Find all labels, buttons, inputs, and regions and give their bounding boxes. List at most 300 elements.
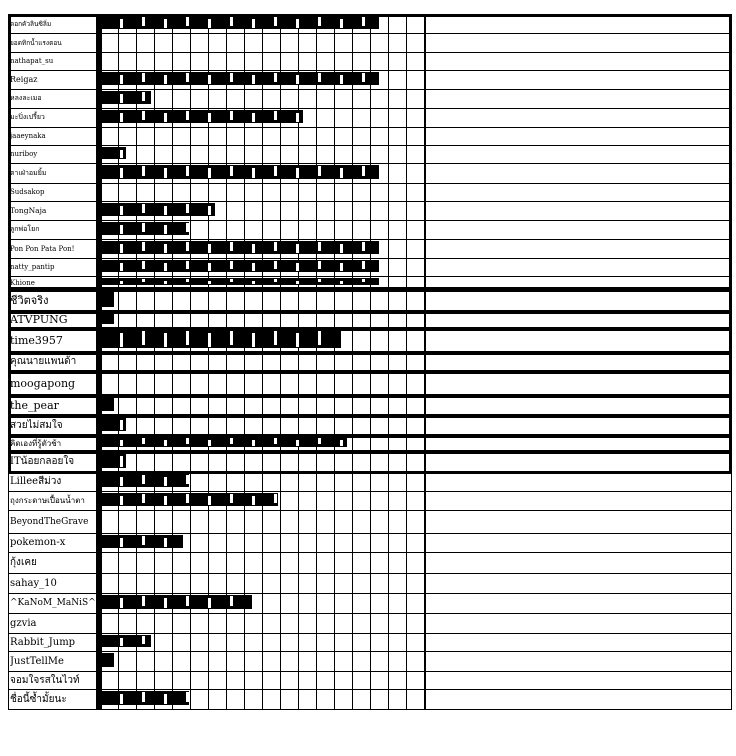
grid-cell xyxy=(245,52,263,70)
grid-cell xyxy=(245,451,263,472)
member-name: ITน้อยกลอยใจ xyxy=(10,456,75,467)
grid-cell xyxy=(209,451,227,472)
grid-cell xyxy=(191,671,209,689)
grid-cell xyxy=(407,127,425,145)
name-cell xyxy=(8,671,97,689)
ink-mark xyxy=(101,691,189,705)
grid-cell xyxy=(353,89,371,108)
grid-cell xyxy=(389,289,407,311)
ink-gap xyxy=(164,113,167,122)
row-divider xyxy=(8,14,732,15)
ink-gap xyxy=(274,279,277,282)
ink-gap xyxy=(340,244,343,253)
ink-gap xyxy=(208,75,211,84)
grid-cell xyxy=(155,451,173,472)
grid-cell xyxy=(353,145,371,163)
grid-cell xyxy=(353,352,371,371)
grid-cell xyxy=(137,127,155,145)
grid-cell xyxy=(227,415,245,435)
grid-cell xyxy=(263,472,281,491)
grid-cell xyxy=(335,633,353,651)
ink-gap xyxy=(142,279,145,282)
table-row xyxy=(8,52,732,70)
grid-cell xyxy=(335,573,353,593)
ink-gap xyxy=(186,475,189,484)
grid-cell xyxy=(407,70,425,89)
grid-cell xyxy=(119,573,137,593)
ink-gap xyxy=(120,281,123,284)
grid-cell xyxy=(281,395,299,415)
grid-cell xyxy=(263,593,281,613)
grid-cell xyxy=(191,651,209,671)
grid-cell xyxy=(407,239,425,258)
grid-cell xyxy=(137,352,155,371)
table-row xyxy=(8,220,732,239)
ink-gap xyxy=(142,111,145,120)
row-divider xyxy=(8,671,732,672)
member-name: ถุงกระดาษเปื้อนน้ำตา xyxy=(10,496,85,505)
grid-cell xyxy=(245,395,263,415)
name-cell xyxy=(8,593,97,613)
grid-cell xyxy=(371,415,389,435)
grid-cell xyxy=(299,472,317,491)
grid-cell xyxy=(389,145,407,163)
grid-cell xyxy=(245,613,263,633)
grid-cell xyxy=(389,451,407,472)
grid-cell xyxy=(371,451,389,472)
grid-cell xyxy=(371,108,389,127)
ink-gap xyxy=(120,150,123,158)
grid-cell xyxy=(371,510,389,533)
grid-cell xyxy=(137,651,155,671)
grid-cell xyxy=(407,435,425,451)
grid-cell xyxy=(335,491,353,510)
member-name: มะปิ่งเปรี้ยว xyxy=(10,113,45,121)
grid-cell xyxy=(281,33,299,52)
grid-cell xyxy=(389,311,407,328)
grid-cell xyxy=(407,89,425,108)
grid-cell xyxy=(173,311,191,328)
ink-gap xyxy=(230,73,233,82)
grid-cell xyxy=(263,613,281,633)
grid-cell xyxy=(263,183,281,201)
grid-cell xyxy=(353,415,371,435)
grid-cell xyxy=(191,289,209,311)
grid-cell xyxy=(281,633,299,651)
grid-cell xyxy=(137,510,155,533)
ink-gap xyxy=(340,440,343,446)
ink-mark xyxy=(101,203,215,216)
member-name: ชื่อนี้ซ้ำมั้ยนะ xyxy=(10,693,67,705)
grid-cell xyxy=(353,573,371,593)
grid-cell xyxy=(209,510,227,533)
ink-gap xyxy=(164,694,167,704)
grid-cell xyxy=(389,258,407,276)
grid-cell xyxy=(371,311,389,328)
ink-mark xyxy=(101,653,114,667)
ink-gap xyxy=(274,111,277,120)
grid-cell xyxy=(191,510,209,533)
ink-gap xyxy=(252,281,255,284)
ink-gap xyxy=(208,113,211,122)
grid-cell xyxy=(173,651,191,671)
grid-cell xyxy=(317,145,335,163)
grid-cell xyxy=(407,311,425,328)
grid-cell xyxy=(173,371,191,395)
grid-cell xyxy=(389,472,407,491)
grid-cell xyxy=(389,573,407,593)
grid-cell xyxy=(137,311,155,328)
row-divider xyxy=(8,70,732,71)
row-divider xyxy=(8,552,732,553)
name-cell xyxy=(8,328,97,352)
ink-gap xyxy=(208,19,211,28)
grid-cell xyxy=(407,201,425,220)
grid-cell xyxy=(371,220,389,239)
grid-cell xyxy=(191,689,209,709)
grid-cell xyxy=(353,328,371,352)
grid-cell xyxy=(407,220,425,239)
grid-cell xyxy=(299,352,317,371)
ink-gap xyxy=(362,166,365,176)
member-name: คิดเองที่รู้ตัวช้า xyxy=(10,438,62,448)
ink-gap xyxy=(142,204,145,213)
ink-gap xyxy=(164,168,167,178)
grid-cell xyxy=(335,108,353,127)
grid-cell xyxy=(371,593,389,613)
name-cell xyxy=(8,33,97,52)
grid-cell xyxy=(245,472,263,491)
ink-gap xyxy=(120,538,123,547)
grid-cell xyxy=(299,533,317,552)
row-divider xyxy=(8,127,732,128)
grid-cell xyxy=(191,451,209,472)
row-divider xyxy=(8,472,732,473)
grid-cell xyxy=(119,552,137,573)
table-row xyxy=(8,472,732,491)
grid-cell xyxy=(209,33,227,52)
grid-cell xyxy=(173,89,191,108)
grid-cell xyxy=(137,415,155,435)
grid-cell xyxy=(263,552,281,573)
grid-cell xyxy=(209,651,227,671)
grid-cell xyxy=(281,552,299,573)
member-name: JustTellMe xyxy=(10,655,64,667)
grid-cell xyxy=(245,573,263,593)
grid-cell xyxy=(389,593,407,613)
ink-gap xyxy=(186,166,189,176)
grid-cell xyxy=(407,491,425,510)
grid-cell xyxy=(227,633,245,651)
grid-cell xyxy=(407,145,425,163)
grid-cell xyxy=(227,220,245,239)
member-name: ^KaNoM_MaNiS^ xyxy=(10,598,96,608)
ink-gap xyxy=(296,19,299,28)
grid-cell xyxy=(353,491,371,510)
grid-cell xyxy=(353,613,371,633)
ink-gap xyxy=(252,263,255,271)
grid-cell xyxy=(353,552,371,573)
grid-cell xyxy=(317,395,335,415)
grid-cell xyxy=(191,552,209,573)
ink-gap xyxy=(274,331,277,345)
grid-cell xyxy=(119,289,137,311)
grid-cell xyxy=(407,395,425,415)
grid-cell xyxy=(263,352,281,371)
grid-cell xyxy=(263,671,281,689)
ink-mark xyxy=(101,330,341,348)
grid-cell xyxy=(407,14,425,33)
row-divider xyxy=(8,435,732,436)
ink-gap xyxy=(340,281,343,284)
grid-cell xyxy=(245,89,263,108)
grid-cell xyxy=(227,689,245,709)
grid-cell xyxy=(137,33,155,52)
grid-cell xyxy=(281,352,299,371)
grid-cell xyxy=(227,352,245,371)
row-divider xyxy=(8,220,732,221)
grid-cell xyxy=(263,510,281,533)
grid-cell xyxy=(281,671,299,689)
grid-cell xyxy=(335,220,353,239)
table-row xyxy=(8,276,732,289)
grid-cell xyxy=(389,127,407,145)
ink-gap xyxy=(252,496,255,505)
grid-cell xyxy=(263,395,281,415)
ink-mark xyxy=(101,110,303,123)
grid-cell xyxy=(389,552,407,573)
grid-cell xyxy=(227,573,245,593)
grid-cell xyxy=(191,395,209,415)
grid-cell xyxy=(317,472,335,491)
grid-cell xyxy=(155,311,173,328)
grid-cell xyxy=(389,633,407,651)
name-cell xyxy=(8,451,97,472)
grid-cell xyxy=(227,552,245,573)
ink-gap xyxy=(208,440,211,446)
ink-gap xyxy=(252,19,255,28)
grid-cell xyxy=(281,289,299,311)
grid-cell xyxy=(281,52,299,70)
ink-gap xyxy=(208,168,211,178)
grid-cell xyxy=(353,201,371,220)
grid-cell xyxy=(389,328,407,352)
grid-cell xyxy=(299,510,317,533)
grid-cell xyxy=(353,651,371,671)
grid-cell xyxy=(119,183,137,201)
row-divider xyxy=(8,311,732,312)
ink-gap xyxy=(120,333,123,347)
grid-cell xyxy=(119,371,137,395)
table-row xyxy=(8,415,732,435)
grid-cell xyxy=(317,352,335,371)
grid-cell xyxy=(335,510,353,533)
ink-gap xyxy=(208,244,211,253)
grid-cell xyxy=(299,145,317,163)
grid-cell xyxy=(263,371,281,395)
row-divider xyxy=(8,651,732,652)
grid-cell xyxy=(389,276,407,289)
grid-cell xyxy=(227,613,245,633)
grid-cell xyxy=(209,352,227,371)
ink-gap xyxy=(142,166,145,176)
grid-cell xyxy=(245,633,263,651)
grid-cell xyxy=(371,33,389,52)
member-name: nuriboy xyxy=(10,150,38,158)
grid-cell xyxy=(209,127,227,145)
grid-cell xyxy=(137,613,155,633)
ink-gap xyxy=(142,73,145,82)
name-cell xyxy=(8,145,97,163)
grid-cell xyxy=(173,289,191,311)
grid-cell xyxy=(227,533,245,552)
grid-cell xyxy=(353,510,371,533)
grid-cell xyxy=(407,573,425,593)
grid-cell xyxy=(281,415,299,435)
grid-cell xyxy=(299,127,317,145)
grid-cell xyxy=(191,472,209,491)
ink-gap xyxy=(208,263,211,271)
ink-gap xyxy=(120,94,123,103)
grid-cell xyxy=(281,533,299,552)
row-divider xyxy=(8,201,732,202)
table-row xyxy=(8,352,732,371)
ink-gap xyxy=(296,113,299,122)
grid-cell xyxy=(263,651,281,671)
grid-cell xyxy=(263,52,281,70)
grid-cell xyxy=(353,533,371,552)
grid-cell xyxy=(209,371,227,395)
grid-cell xyxy=(137,289,155,311)
name-cell xyxy=(8,573,97,593)
grid-cell xyxy=(263,689,281,709)
grid-cell xyxy=(101,352,119,371)
name-cell xyxy=(8,183,97,201)
grid-cell xyxy=(299,289,317,311)
ink-gap xyxy=(208,333,211,347)
grid-cell xyxy=(227,289,245,311)
grid-cell xyxy=(371,183,389,201)
grid-cell xyxy=(173,145,191,163)
member-name: สวยไม่สมใจ xyxy=(10,419,63,431)
ink-gap xyxy=(318,73,321,82)
grid-cell xyxy=(155,573,173,593)
grid-cell xyxy=(389,533,407,552)
grid-cell xyxy=(389,70,407,89)
grid-cell xyxy=(371,491,389,510)
grid-cell xyxy=(173,613,191,633)
grid-cell xyxy=(371,573,389,593)
grid-cell xyxy=(299,33,317,52)
grid-cell xyxy=(155,613,173,633)
grid-cell xyxy=(263,127,281,145)
grid-cell xyxy=(227,451,245,472)
table-row xyxy=(8,127,732,145)
grid-cell xyxy=(209,573,227,593)
grid-cell xyxy=(299,593,317,613)
ink-gap xyxy=(252,333,255,347)
member-name: jaaeynaka xyxy=(10,132,46,140)
row-divider xyxy=(8,108,732,109)
grid-cell xyxy=(281,311,299,328)
grid-cell xyxy=(317,510,335,533)
row-divider xyxy=(8,491,732,492)
table-row xyxy=(8,328,732,352)
ink-gap xyxy=(142,438,145,444)
ink-gap xyxy=(164,225,167,234)
member-name: gzvia xyxy=(10,617,37,629)
grid-cell xyxy=(155,552,173,573)
row-divider xyxy=(8,573,732,574)
member-name: กุ้งเคย xyxy=(10,557,37,568)
grid-cell xyxy=(371,533,389,552)
grid-cell xyxy=(299,613,317,633)
table-row xyxy=(8,289,732,311)
ink-gap xyxy=(318,438,321,444)
ink-gap xyxy=(164,244,167,253)
table-row xyxy=(8,258,732,276)
ink-gap xyxy=(120,420,123,430)
table-row xyxy=(8,552,732,573)
grid-cell xyxy=(263,33,281,52)
grid-cell xyxy=(353,108,371,127)
ink-gap xyxy=(164,477,167,486)
grid-cell xyxy=(209,613,227,633)
ink-gap xyxy=(186,596,189,606)
ink-gap xyxy=(208,206,211,215)
table-row xyxy=(8,371,732,395)
grid-cell xyxy=(119,311,137,328)
grid-cell xyxy=(209,311,227,328)
grid-cell xyxy=(389,415,407,435)
grid-cell xyxy=(299,395,317,415)
grid-cell xyxy=(137,671,155,689)
grid-cell xyxy=(299,89,317,108)
name-cell xyxy=(8,533,97,552)
grid-cell xyxy=(101,33,119,52)
ink-gap xyxy=(142,92,145,101)
ink-gap xyxy=(142,636,145,644)
ink-mark xyxy=(101,474,189,487)
grid-cell xyxy=(335,415,353,435)
name-cell xyxy=(8,633,97,651)
ink-gap xyxy=(186,438,189,444)
grid-cell xyxy=(335,289,353,311)
grid-cell xyxy=(407,352,425,371)
ink-gap xyxy=(362,261,365,269)
grid-cell xyxy=(227,651,245,671)
row-divider xyxy=(8,613,732,614)
ink-gap xyxy=(142,596,145,606)
ink-gap xyxy=(186,279,189,282)
row-divider xyxy=(8,258,732,259)
grid-cell xyxy=(371,472,389,491)
grid-cell xyxy=(227,371,245,395)
ink-gap xyxy=(340,75,343,84)
grid-cell xyxy=(317,633,335,651)
grid-cell xyxy=(155,371,173,395)
grid-cell xyxy=(173,127,191,145)
grid-cell xyxy=(389,671,407,689)
grid-cell xyxy=(389,108,407,127)
grid-cell xyxy=(209,289,227,311)
ink-gap xyxy=(186,494,189,503)
grid-cell xyxy=(173,395,191,415)
row-divider xyxy=(8,371,732,372)
name-cell xyxy=(8,415,97,435)
grid-cell xyxy=(263,145,281,163)
grid-cell xyxy=(371,613,389,633)
